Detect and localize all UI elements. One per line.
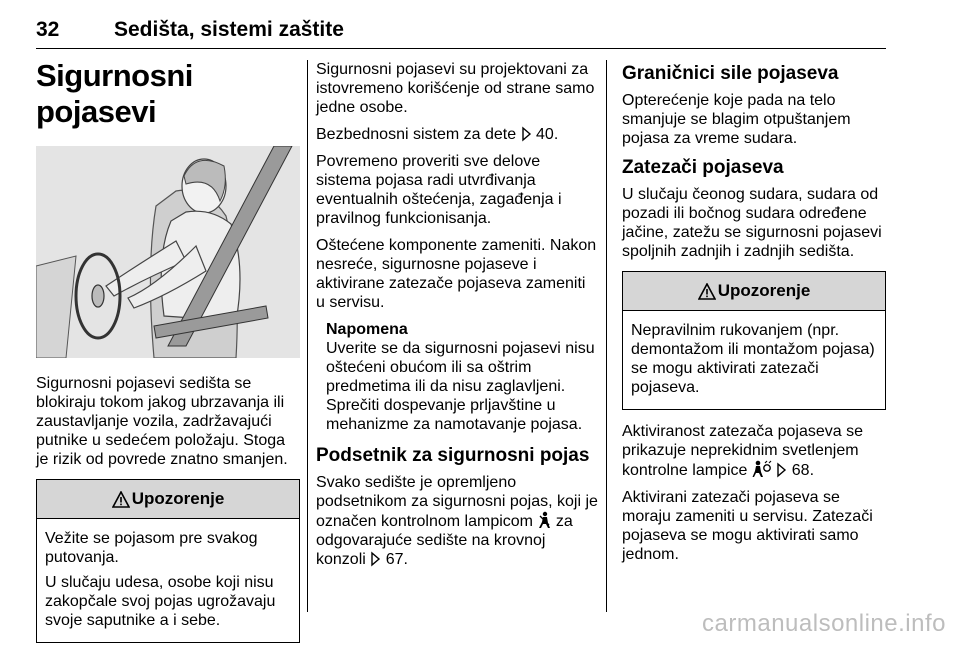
- paragraph-text: Svako sedište je opremljeno podsetnikom za sigurnosni pojas, koji je označen kontrolnom lampicom: [316, 474, 598, 530]
- paragraph: Oštećene komponente zameniti. Nakon nesreće, sigurnosne pojaseve i aktivirane zatezače pojaseva zameniti u servisu.: [316, 237, 597, 311]
- warning-box: [36, 479, 300, 643]
- column-right: [622, 62, 886, 572]
- page-reference-icon: [776, 462, 787, 478]
- page-reference-icon: [521, 126, 532, 142]
- column-divider: [606, 60, 607, 612]
- section-title: Sigurnosni pojasevi: [36, 58, 193, 129]
- page-reference[interactable]: 68.: [791, 462, 815, 479]
- page-reference[interactable]: 40.: [536, 126, 559, 143]
- section-heading: Podsetnik za sigurnosni pojas: [316, 445, 590, 466]
- warning-triangle-icon: [112, 491, 130, 508]
- section-heading: Graničnici sile pojaseva: [622, 63, 839, 84]
- seatbelt-driver-illustration: [36, 146, 300, 358]
- page-header: [36, 8, 886, 49]
- warning-box: [622, 271, 886, 410]
- note-text: Uverite se da sigurnosni pojasevi nisu oštećeni obućom ili sa oštrim predmetima ili da nisu zaglavljeni. Sprečiti dospevanje prljavštine u mehanizme za namotavanje pojasa.: [326, 340, 595, 433]
- paragraph: Aktivirani zatezači pojaseva se moraju zameniti u servisu. Zatezači pojaseva se mogu aktivirati samo jednom.: [622, 489, 873, 563]
- note-title: Napomena: [326, 321, 408, 338]
- chapter-title: Sedišta, sistemi zaštite: [114, 18, 344, 41]
- page-reference[interactable]: 67.: [385, 551, 408, 568]
- paragraph: [622, 422, 886, 480]
- note-box: [316, 320, 598, 434]
- warning-title: Upozorenje: [131, 489, 225, 508]
- watermark: carmanualsonline.info: [702, 610, 946, 637]
- intro-paragraph: Sigurnosni pojasevi sedišta se blokiraju tokom jakog ubrzavanja ili zaustavljanje vozila, zadržavajući putnike u sedećem položaju. Stoga je rizik od povrede znatno smanjen.: [36, 375, 288, 468]
- paragraph-text: Bezbednosni sistem za dete: [316, 126, 517, 143]
- section-heading: Zatezači pojaseva: [622, 157, 784, 178]
- warning-triangle-icon: [698, 283, 716, 300]
- paragraph: U slučaju čeonog sudara, sudara od pozadi ili bočnog sudara određene jačine, zatežu se sigurnosni pojasevi spoljnih zadnjih i zadnjih sedišta.: [622, 186, 882, 260]
- column-left: [36, 58, 300, 655]
- warning-title: Upozorenje: [717, 281, 811, 300]
- seatbelt-reminder-icon: [537, 511, 551, 529]
- warning-header: [623, 272, 885, 311]
- warning-header: [37, 480, 299, 519]
- paragraph: [316, 125, 598, 144]
- page-number: 32: [36, 18, 60, 41]
- paragraph: Opterećenje koje pada na telo smanjuje se blagim otpuštanjem pojasa za vreme sudara.: [622, 92, 851, 147]
- paragraph: Povremeno proveriti sve delove sistema pojasa radi utvrđivanja eventualnih oštećenja, zagađenja i pravilnog funkcionisanja.: [316, 153, 562, 227]
- paragraph: [316, 473, 598, 569]
- column-divider: [307, 60, 308, 612]
- warning-text: U slučaju udesa, osobe koji nisu zakopčale svoj pojas ugrožavaju svoje saputnike a i sebe.: [45, 574, 276, 629]
- column-middle: [316, 60, 598, 577]
- paragraph: Sigurnosni pojasevi su projektovani za istovremeno korišćenje od strane samo jedne osobe.: [316, 61, 595, 116]
- page-reference-icon: [370, 551, 381, 567]
- warning-text: Vežite se pojasom pre svakog putovanja.: [45, 530, 258, 566]
- paragraph-text: Aktiviranost zatezača pojaseva se prikazuje neprekidnim svetlenjem kontrolne lampice: [622, 423, 864, 479]
- paragraph-text: za odgovarajuće sedište na krovnoj konzoli: [316, 513, 573, 568]
- airbag-pretensioner-icon: [752, 460, 772, 478]
- warning-text: Nepravilnim rukovanjem (npr. demontažom ili montažom pojasa) se mogu aktivirati zatezači pojaseva.: [631, 322, 875, 396]
